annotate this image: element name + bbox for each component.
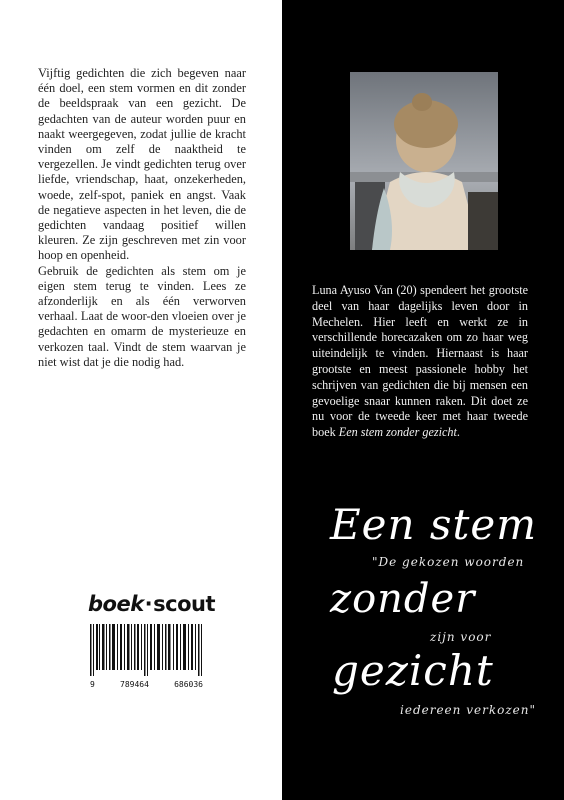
back-cover-blurb (38, 66, 246, 370)
logo-dot: · (144, 592, 153, 616)
publisher-logo (88, 592, 215, 616)
isbn-first-digit: 9 (90, 680, 95, 689)
title-line-2: zonder (330, 576, 476, 622)
subtitle-line-2: zijn voor (430, 630, 492, 644)
author-bio-end: . (456, 425, 460, 440)
title-line-1: Een stem (330, 500, 538, 549)
isbn-barcode (90, 624, 203, 676)
author-photo (350, 72, 498, 250)
author-bio-text: Luna Ayuso Van (20) spendeert het grootste deel van haar dagelijks leven door in Mechelen. Hier leeft en werkt ze in verschillende horecazaken om zo haar weg uiteindelijk te vinden. Hiernaast is haar grootste en meest passionele hobby het schrijven van gedichten die bij mensen een gevoelige snaar kunnen raken. Dit doet ze nu voor de tweede keer met haar tweede boek (312, 283, 528, 440)
author-bio (312, 283, 528, 441)
isbn-digits (90, 680, 203, 689)
subtitle-line-3: iedereen verkozen" (400, 703, 536, 717)
isbn-group-2: 686036 (174, 680, 203, 689)
bio-book-title: Een stem zonder gezicht (338, 425, 457, 440)
logo-part-scout: scout (153, 592, 216, 616)
logo-part-boek: boek (88, 592, 144, 616)
subtitle-line-1: "De gekozen woorden (372, 555, 525, 569)
title-line-3: gezicht (332, 646, 494, 695)
blurb-paragraph-2: Gebruik de gedichten als stem om je eigen stem terug te vinden. Lees ze afzonderlijk en als één verworven verhaal. Laat de woor-den vloeien over je gedachten en omarm de mysterieuze en verkozen taal. Vindt de stem waarvan je niet wist dat je die nodig had. (38, 263, 246, 369)
blurb-paragraph-1: Vijftig gedichten die zich begeven naar één doel, een stem vormen en dit zonder de beeldspraak van een gezicht. De gedachten van de auteur worden puur en naakt weergegeven, zodat jullie de kracht vinden om zelf de naaktheid te vergezellen. Je vindt gedichten terug over liefde, vriendschap, haat, onzekerheden, woede, zelf-spot, paniek en angst. Vaak de negatieve aspecten in het leven, die de gedichten vandaag positief willen kleuren. Ze zijn geschreven met zin voor hoop en openheid. (38, 66, 246, 263)
isbn-group-1: 789464 (120, 680, 149, 689)
